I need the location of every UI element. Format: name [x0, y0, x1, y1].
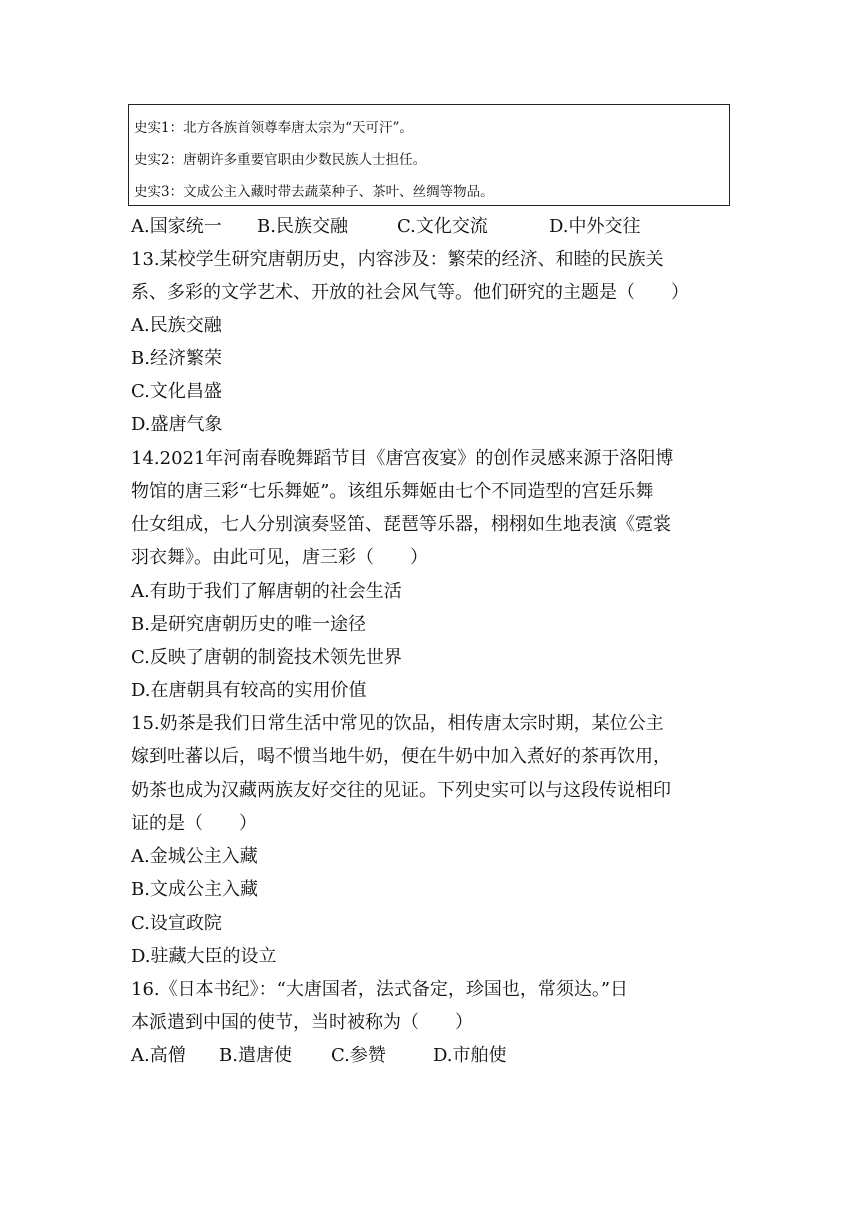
q14-option-a: A.有助于我们了解唐朝的社会生活 — [131, 581, 402, 602]
q12-option-c: C.文化交流 — [397, 216, 488, 237]
q16-option-c: C.参赞 — [331, 1045, 386, 1066]
q13-option-d: D.盛唐气象 — [131, 414, 223, 435]
q16-option-b: B.遣唐使 — [219, 1045, 292, 1066]
q15-option-b: B.文成公主入藏 — [131, 879, 258, 900]
q13-stem-line-1: 13.某校学生研究唐朝历史，内容涉及：繁荣的经济、和睦的民族关 — [131, 249, 664, 270]
q12-option-d: D.中外交往 — [549, 216, 641, 237]
q14-option-d: D.在唐朝具有较高的实用价值 — [131, 680, 367, 701]
q16-option-a: A.高僧 — [131, 1045, 186, 1066]
q13-option-c: C.文化昌盛 — [131, 381, 222, 402]
fact-2: 史实2：唐朝许多重要官职由少数民族人士担任。 — [134, 152, 427, 168]
q15-stem-line-4: 证的是（ ） — [131, 813, 257, 834]
q15-stem-line-3: 奶茶也成为汉藏两族友好交往的见证。下列史实可以与这段传说相印 — [131, 780, 671, 801]
q16-stem-line-1: 16.《日本书纪》：“大唐国者，法式备定，珍国也，常须达。”日 — [131, 979, 629, 1000]
q15-option-d: D.驻藏大臣的设立 — [131, 946, 277, 967]
q12-option-b: B.民族交融 — [257, 216, 348, 237]
q16-options — [131, 1043, 507, 1069]
q16-stem-line-2: 本派遣到中国的使节，当时被称为（ ） — [131, 1012, 473, 1033]
q14-stem-line-1: 14.2021年河南春晚舞蹈节目《唐宫夜宴》的创作灵感来源于洛阳博 — [131, 448, 674, 469]
fact-3: 史实3：文成公主入藏时带去蔬菜种子、茶叶、丝绸等物品。 — [134, 184, 494, 200]
historical-facts-box — [128, 104, 730, 206]
q12-option-a: A.国家统一 — [131, 216, 222, 237]
q16-option-d: D.市舶使 — [433, 1045, 507, 1066]
q14-stem-line-4: 羽衣舞》。由此可见，唐三彩（ ） — [131, 547, 428, 568]
fact-1: 史实1：北方各族首领尊奉唐太宗为“天可汗”。 — [134, 120, 413, 136]
q14-option-b: B.是研究唐朝历史的唯一途径 — [131, 614, 366, 635]
q13-option-a: A.民族交融 — [131, 315, 222, 336]
q15-option-c: C.设宣政院 — [131, 913, 222, 934]
q15-stem-line-1: 15.奶茶是我们日常生活中常见的饮品，相传唐太宗时期，某位公主 — [131, 713, 664, 734]
q14-stem-line-2: 物馆的唐三彩“七乐舞姬”。该组乐舞姬由七个不同造型的宫廷乐舞 — [131, 481, 654, 502]
q14-stem-line-3: 仕女组成，七人分别演奏竖笛、琵琶等乐器，栩栩如生地表演《霓裳 — [131, 514, 671, 535]
q12-options — [131, 214, 641, 240]
q14-option-c: C.反映了唐朝的制瓷技术领先世界 — [131, 647, 402, 668]
q15-option-a: A.金城公主入藏 — [131, 846, 258, 867]
q13-stem-line-2: 系、多彩的文学艺术、开放的社会风气等。他们研究的主题是（ ） — [131, 282, 689, 303]
q15-stem-line-2: 嫁到吐蕃以后，喝不惯当地牛奶，便在牛奶中加入煮好的茶再饮用， — [131, 746, 671, 767]
q13-option-b: B.经济繁荣 — [131, 348, 222, 369]
